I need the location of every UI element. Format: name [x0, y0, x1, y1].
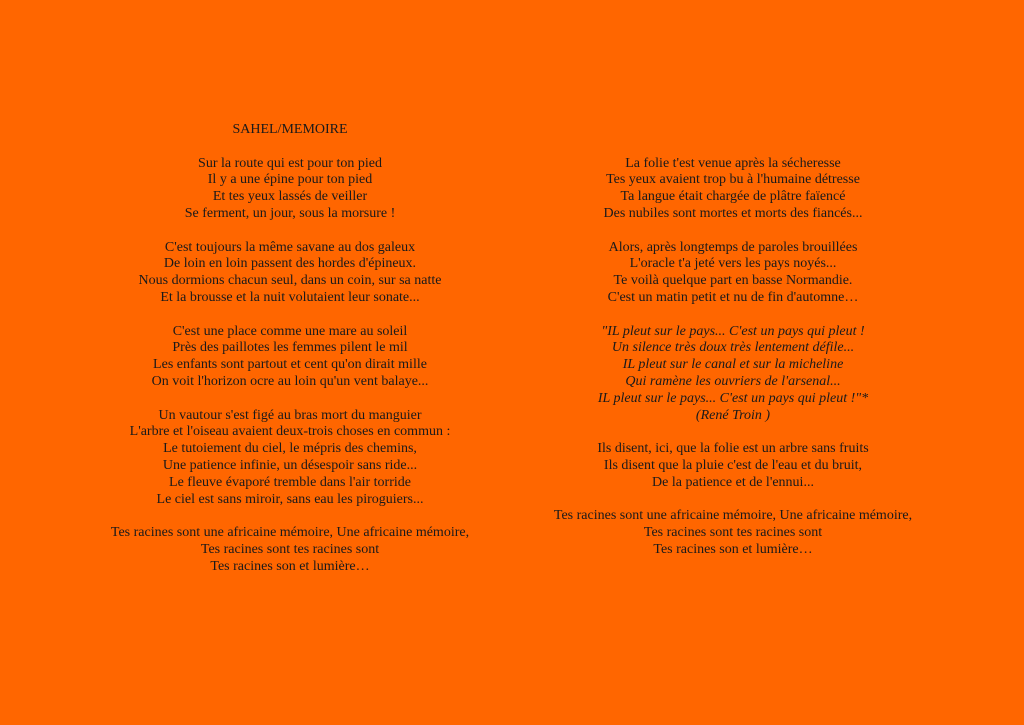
poem-line: L'arbre et l'oiseau avaient deux-trois choses en commun : [129, 424, 451, 440]
poem-line: Le tutoiement du ciel, le mépris des chemins, [163, 441, 417, 457]
poem-line: Ils disent que la pluie c'est de l'eau et du bruit, [603, 457, 863, 473]
quote-attribution: (René Troin ) [695, 407, 771, 423]
poem-line: On voit l'horizon ocre au loin qu'un vent balaye... [151, 373, 429, 389]
poem-line: Il y a une épine pour ton pied [207, 172, 373, 188]
poem-line: Près des paillotes les femmes pilent le mil [172, 340, 408, 356]
poem-line: La folie t'est venue après la sécheresse [625, 155, 841, 171]
title-spacer [513, 122, 953, 139]
poem-line: Ta langue était chargée de plâtre faïencé [620, 189, 846, 205]
stanza [513, 156, 953, 223]
poem-line: Tes racines son et lumière… [653, 541, 813, 557]
poem-line: Tes racines sont tes racines sont [200, 541, 380, 557]
poem-line: Tes racines sont une africaine mémoire, Une africaine mémoire, [553, 508, 913, 524]
poem-line: L'oracle t'a jeté vers les pays noyés... [629, 256, 837, 272]
stanza [70, 156, 510, 223]
poem-line: C'est toujours la même savane au dos galeux [164, 239, 416, 255]
poem-line: Et la brousse et la nuit volutaient leur sonate... [160, 289, 420, 305]
poem-line: Les enfants sont partout et cent qu'on dirait mille [153, 357, 427, 373]
stanza [70, 324, 510, 391]
poem-line: C'est une place comme une mare au soleil [172, 323, 408, 339]
poem-line: Un vautour s'est figé au bras mort du manguier [158, 407, 422, 423]
stanza [70, 525, 510, 575]
poem-line: Se ferment, un jour, sous la morsure ! [184, 205, 396, 221]
poem-line: Te voilà quelque part en basse Normandie. [613, 273, 853, 289]
quoted-stanza [513, 324, 953, 425]
stanza [513, 240, 953, 307]
stanza [513, 441, 953, 491]
poem-line: Des nubiles sont mortes et morts des fiancés... [603, 205, 863, 221]
poem-line: De loin en loin passent des hordes d'épineux. [163, 256, 417, 272]
poem-line: Qui ramène les ouvriers de l'arsenal... [625, 373, 841, 389]
poem-line: De la patience et de l'ennui... [652, 474, 814, 490]
poem-line: Alors, après longtemps de paroles brouillées [608, 239, 858, 255]
stanza [70, 408, 510, 509]
poem-column-right [513, 122, 953, 559]
poem-line: Nous dormions chacun seul, dans un coin, sur sa natte [138, 273, 442, 289]
poem-line: Tes racines son et lumière… [210, 558, 370, 574]
poem-line: C'est un matin petit et nu de fin d'automne… [607, 289, 859, 305]
poem-line: "IL pleut sur le pays... C'est un pays qui pleut ! [601, 323, 865, 339]
poem-title: SAHEL/MEMOIRE [232, 122, 348, 137]
poem-line: Le fleuve évaporé tremble dans l'air torride [169, 474, 411, 490]
poem-line: IL pleut sur le canal et sur la micheline [622, 357, 844, 373]
poem-line: Tes yeux avaient trop bu à l'humaine détresse [606, 172, 860, 188]
poem-line: Un silence très doux très lentement défile... [611, 340, 855, 356]
poem-line: Sur la route qui est pour ton pied [198, 155, 382, 171]
poem-line: Une patience infinie, un désespoir sans ride... [162, 457, 418, 473]
poem-line: IL pleut sur le pays... C'est un pays qui pleut !"* [597, 390, 869, 406]
stanza [513, 508, 953, 558]
poem-column-left [70, 122, 510, 576]
poem-line: Ils disent, ici, que la folie est un arbre sans fruits [597, 441, 869, 457]
poem-line: Tes racines sont tes racines sont [643, 525, 823, 541]
poem-line: Le ciel est sans miroir, sans eau les piroguiers... [156, 491, 424, 507]
stanza [70, 240, 510, 307]
poem-line: Tes racines sont une africaine mémoire, Une africaine mémoire, [110, 525, 470, 541]
poem-line: Et tes yeux lassés de veiller [212, 189, 368, 205]
